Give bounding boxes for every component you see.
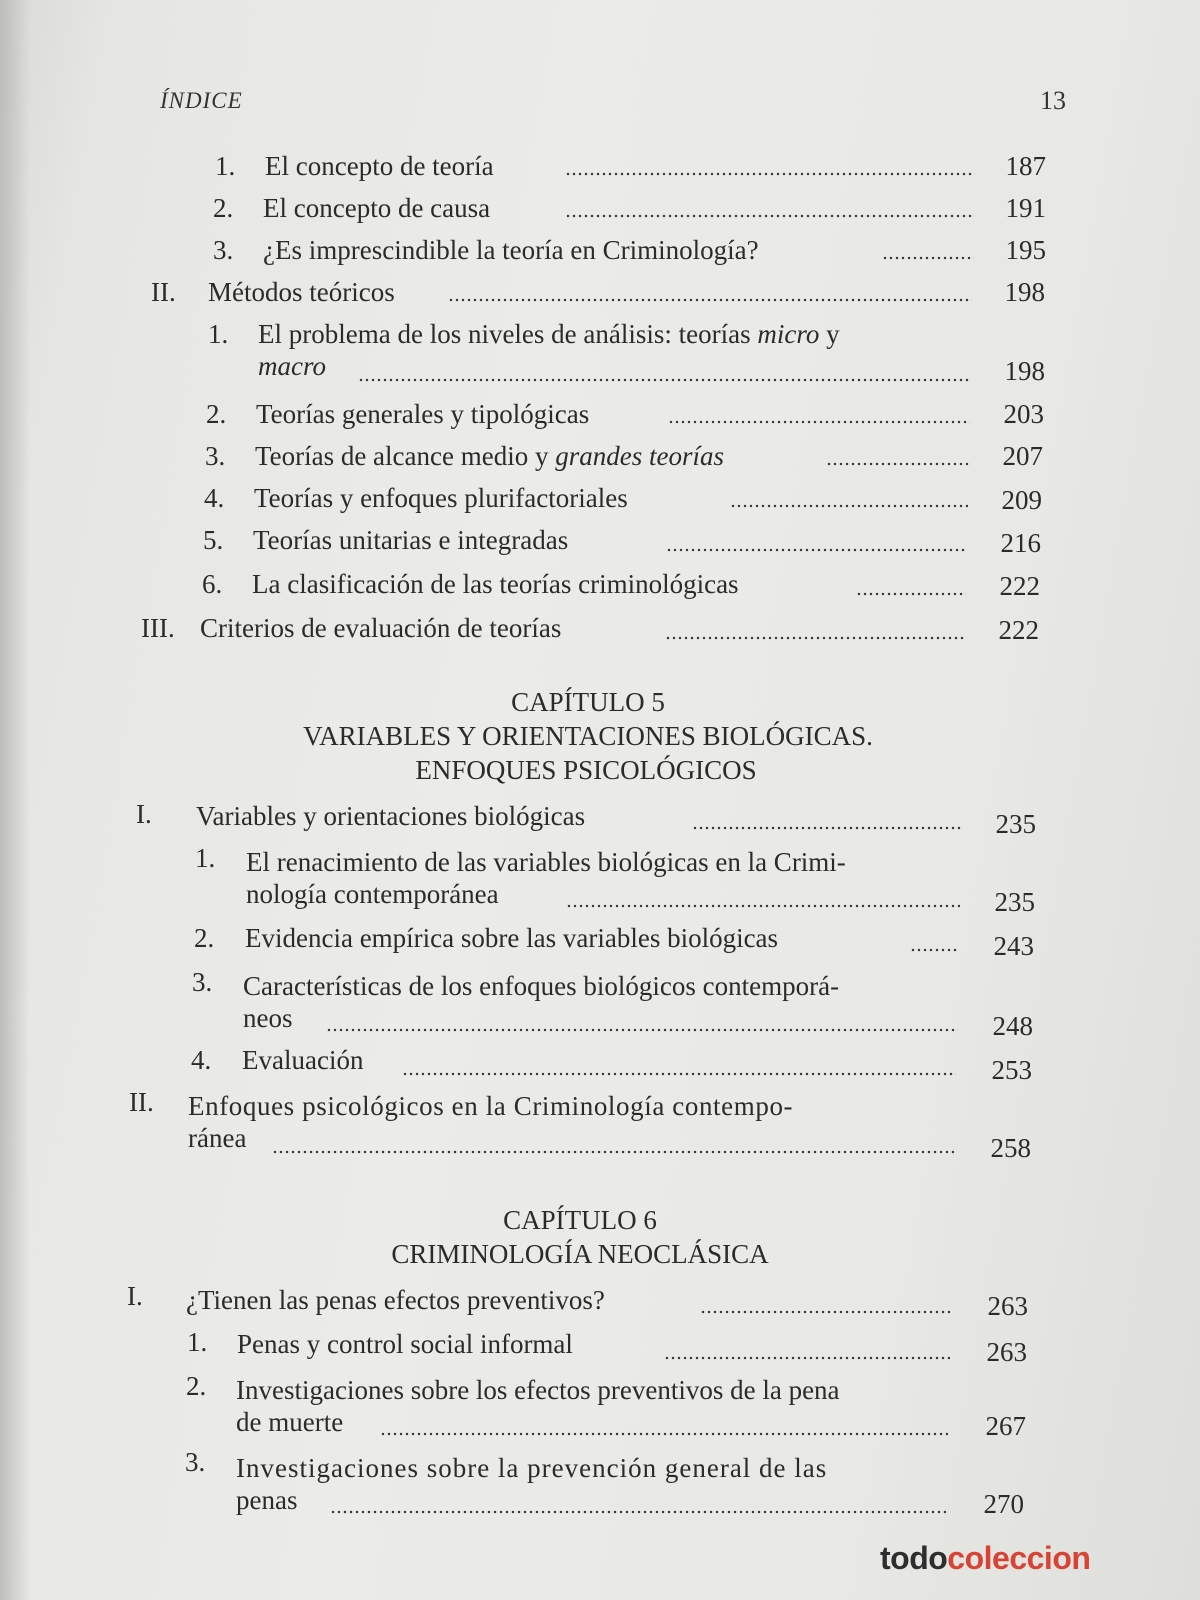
- entry-title: Evaluación: [242, 1045, 364, 1075]
- entry-number: 3.: [192, 967, 213, 997]
- entry-number: 3.: [205, 441, 226, 471]
- chapter-label: CAPÍTULO 6: [503, 1205, 657, 1235]
- dot-leader: [272, 1150, 954, 1154]
- watermark-part1: todo: [880, 1540, 948, 1576]
- entry-number: 4.: [191, 1045, 212, 1075]
- entry-number: 2.: [206, 399, 227, 429]
- dot-leader: [665, 636, 965, 640]
- dot-leader: [448, 298, 972, 302]
- chapter-title: ENFOQUES PSICOLÓGICOS: [415, 755, 757, 785]
- entry-number: II.: [129, 1087, 154, 1117]
- entry-title: Métodos teóricos: [208, 277, 395, 307]
- dot-leader: [565, 214, 975, 218]
- entry-number: 1.: [215, 151, 236, 181]
- entry-number: I.: [136, 799, 152, 829]
- entry-number: 6.: [202, 569, 223, 599]
- entry-page: 198: [1004, 277, 1045, 307]
- entry-title: Investigaciones sobre los efectos preventivos de la pena: [236, 1375, 840, 1405]
- dot-leader: [666, 548, 967, 552]
- entry-page: 270: [983, 1489, 1024, 1519]
- dot-leader: [882, 256, 974, 260]
- entry-title: Investigaciones sobre la prevención general de las: [236, 1453, 828, 1483]
- entry-page: 248: [992, 1011, 1033, 1041]
- entry-number: 1.: [187, 1327, 208, 1357]
- entry-page: 243: [993, 931, 1034, 961]
- entry-page: 222: [998, 615, 1039, 645]
- entry-title: Teorías de alcance medio y grandes teorías: [255, 441, 724, 471]
- entry-title-continuation: de muerte: [236, 1407, 344, 1437]
- entry-page: 263: [987, 1291, 1028, 1321]
- entry-number: 1.: [208, 319, 229, 349]
- entry-page: 235: [995, 809, 1036, 839]
- dot-leader: [692, 826, 962, 830]
- dot-leader: [826, 462, 969, 466]
- entry-number: 2.: [194, 923, 215, 953]
- entry-title: El concepto de causa: [263, 193, 491, 223]
- dot-leader: [700, 1310, 952, 1314]
- chapter-label: CAPÍTULO 5: [511, 687, 665, 717]
- entry-title: ¿Tienen las penas efectos preventivos?: [186, 1285, 605, 1315]
- dot-leader: [358, 378, 971, 382]
- entry-number: III.: [141, 613, 175, 643]
- entry-page: 216: [1000, 528, 1041, 558]
- entry-number: 3.: [185, 1447, 206, 1477]
- page-number: 13: [1040, 86, 1066, 115]
- dot-leader: [565, 172, 975, 176]
- entry-number: II.: [151, 277, 176, 307]
- entry-page: 209: [1001, 485, 1042, 515]
- entry-title: Variables y orientaciones biológicas: [196, 801, 586, 831]
- chapter-title: VARIABLES Y ORIENTACIONES BIOLÓGICAS.: [303, 721, 873, 751]
- entry-title: El concepto de teoría: [265, 151, 494, 181]
- entry-number: 3.: [213, 235, 234, 265]
- entry-page: 267: [985, 1411, 1026, 1441]
- entry-title: Criterios de evaluación de teorías: [200, 613, 562, 643]
- entry-title-continuation: neos: [243, 1003, 293, 1033]
- dot-leader: [730, 504, 968, 508]
- entry-title: Teorías y enfoques plurifactoriales: [254, 483, 628, 513]
- entry-number: 1.: [195, 843, 216, 873]
- running-header: ÍNDICE: [160, 88, 243, 113]
- dot-leader: [380, 1432, 948, 1436]
- entry-number: I.: [127, 1281, 143, 1311]
- dot-leader: [402, 1072, 956, 1076]
- entry-title-continuation: nología contemporánea: [246, 879, 499, 909]
- entry-number: 5.: [203, 525, 224, 555]
- entry-page: 195: [1005, 235, 1046, 265]
- entry-number: 4.: [204, 483, 225, 513]
- entry-title: Teorías unitarias e integradas: [253, 525, 569, 555]
- entry-title-continuation: penas: [236, 1485, 298, 1515]
- entry-title: Características de los enfoques biológicos contemporá-: [243, 971, 840, 1001]
- entry-number: 2.: [213, 193, 234, 223]
- entry-page: 263: [986, 1337, 1027, 1367]
- entry-title: La clasificación de las teorías criminológicas: [252, 569, 739, 599]
- dot-leader: [668, 420, 970, 424]
- chapter-title: CRIMINOLOGÍA NEOCLÁSICA: [391, 1239, 769, 1269]
- dot-leader: [566, 904, 960, 908]
- entry-page: 198: [1004, 356, 1045, 386]
- entry-title: Evidencia empírica sobre las variables biológicas: [245, 923, 779, 953]
- entry-title: El renacimiento de las variables biológicas en la Crimi-: [246, 847, 846, 877]
- entry-title: El problema de los niveles de análisis: teorías micro y: [258, 319, 840, 349]
- entry-page: 203: [1003, 399, 1044, 429]
- entry-title: Teorías generales y tipológicas: [256, 399, 590, 429]
- entry-title-continuation: macro: [258, 351, 326, 381]
- entry-page: 207: [1002, 441, 1043, 471]
- dot-leader: [664, 1356, 950, 1360]
- entry-page: 191: [1005, 193, 1046, 223]
- dot-leader: [910, 948, 958, 952]
- entry-title: Enfoques psicológicos en la Criminología contempo-: [188, 1091, 794, 1121]
- entry-page: 258: [990, 1133, 1031, 1163]
- entry-title: Penas y control social informal: [237, 1329, 573, 1359]
- entry-page: 235: [994, 887, 1035, 917]
- entry-page: 222: [999, 571, 1040, 601]
- watermark-logo: [880, 1540, 1090, 1577]
- entry-page: 253: [991, 1055, 1032, 1085]
- dot-leader: [326, 1028, 958, 1032]
- entry-title: ¿Es imprescindible la teoría en Criminología?: [263, 235, 759, 265]
- entry-page: 187: [1005, 151, 1046, 181]
- entry-number: 2.: [186, 1371, 207, 1401]
- watermark-part2: coleccion: [947, 1540, 1091, 1576]
- entry-title-continuation: ránea: [188, 1123, 247, 1153]
- dot-leader: [856, 592, 966, 596]
- dot-leader: [330, 1510, 946, 1514]
